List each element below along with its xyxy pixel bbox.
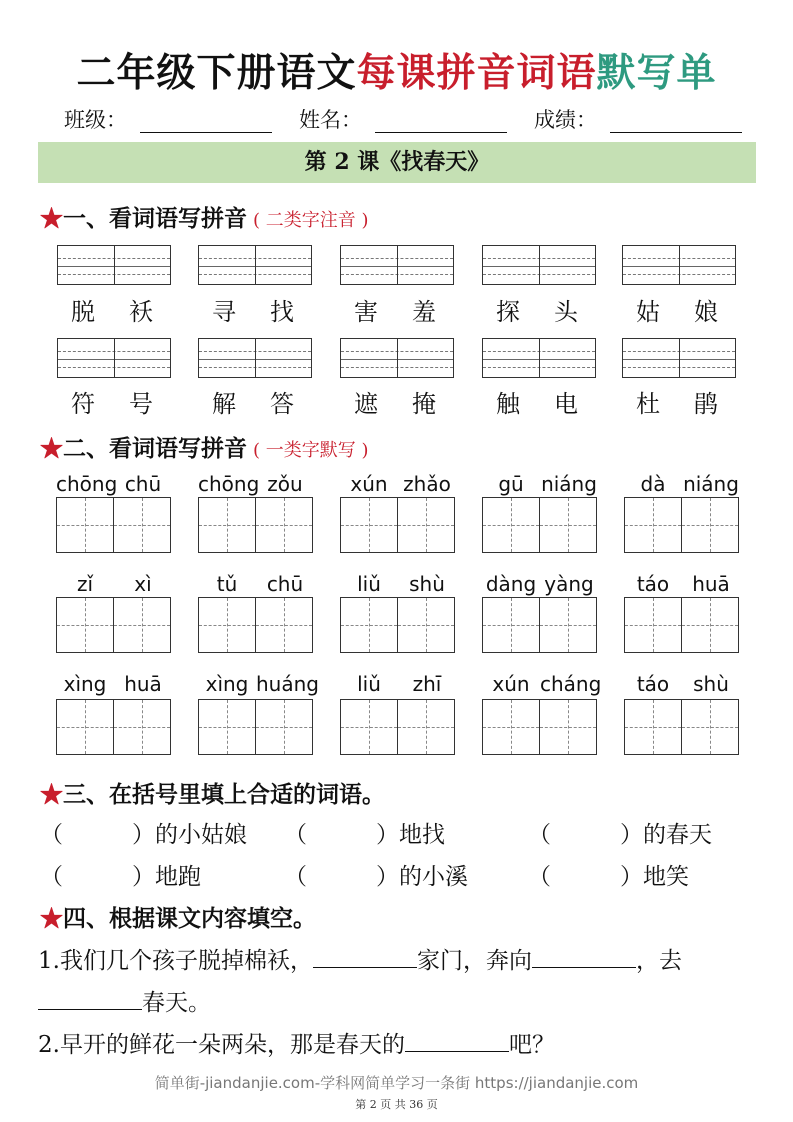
question-1-line-1 (38, 942, 682, 975)
section-1-note: ( 二类字注音 ) (253, 210, 369, 231)
pinyin-label: niáng (541, 472, 597, 496)
page-title (0, 42, 793, 98)
character-writing-cell[interactable] (255, 597, 313, 653)
word-character: 找 (270, 298, 294, 326)
pinyin-label: shù (409, 572, 445, 596)
word-character: 电 (554, 390, 578, 418)
q1-blank-3[interactable] (38, 989, 142, 1010)
fill-item[interactable]: （ ）地跑 (40, 864, 201, 890)
pinyin-label: huā (692, 572, 730, 596)
q1-text-d: 春天。 (142, 990, 211, 1016)
character-writing-cell[interactable] (624, 597, 682, 653)
pinyin-label: shù (693, 672, 729, 696)
star-icon: ★ (40, 435, 63, 462)
star-icon: ★ (40, 781, 63, 808)
pinyin-label: yàng (544, 572, 594, 596)
word-character: 袄 (129, 298, 153, 326)
pinyin-label: chū (124, 472, 162, 496)
fill-item[interactable]: （ ）的小溪 (284, 864, 468, 890)
word-character: 羞 (412, 298, 436, 326)
word-character: 头 (554, 298, 578, 326)
section-4-heading (40, 900, 316, 933)
q1-blank-2[interactable] (532, 947, 636, 968)
pinyin-writing-box[interactable] (57, 338, 171, 378)
pinyin-label: zhǎo (403, 472, 451, 496)
character-writing-cell[interactable] (397, 597, 455, 653)
word-character: 号 (129, 390, 153, 418)
character-writing-cell[interactable] (198, 497, 256, 553)
character-writing-cell[interactable] (482, 497, 540, 553)
character-writing-cell[interactable] (198, 597, 256, 653)
pinyin-label: xún (350, 472, 388, 496)
pinyin-label: zhī (412, 672, 442, 696)
pinyin-label: liǔ (357, 672, 381, 696)
pinyin-label: chōng (198, 472, 260, 496)
pinyin-label: chū (266, 572, 304, 596)
section-1-title: 一、看词语写拼音 (63, 205, 247, 232)
q2-text-a: 2.早开的鲜花一朵两朵，那是春天的 (38, 1032, 405, 1058)
pinyin-label: zǒu (267, 472, 303, 496)
character-writing-cell[interactable] (255, 699, 313, 755)
section-4-title: 四、根据课文内容填空。 (63, 905, 316, 932)
pinyin-writing-box[interactable] (57, 245, 171, 285)
character-writing-cell[interactable] (113, 699, 171, 755)
character-writing-cell[interactable] (56, 699, 114, 755)
pinyin-label: xún (492, 672, 530, 696)
pinyin-label: cháng (540, 672, 602, 696)
character-writing-cell[interactable] (539, 699, 597, 755)
pinyin-writing-box[interactable] (340, 338, 454, 378)
star-icon: ★ (40, 905, 63, 932)
character-writing-cell[interactable] (482, 597, 540, 653)
section-2-heading (40, 430, 369, 463)
word-character: 杜 (636, 390, 660, 418)
character-writing-cell[interactable] (482, 699, 540, 755)
character-writing-cell[interactable] (340, 597, 398, 653)
star-icon: ★ (40, 205, 63, 232)
pinyin-writing-box[interactable] (198, 338, 312, 378)
word-character: 娘 (694, 298, 718, 326)
name-label: 姓名： (299, 108, 362, 132)
section-2-note: ( 一类字默写 ) (253, 440, 369, 461)
lesson-banner: 第 2 课《找春天》 (38, 142, 756, 183)
section-2-title: 二、看词语写拼音 (63, 435, 247, 462)
pinyin-writing-box[interactable] (340, 245, 454, 285)
pinyin-label: dà (640, 472, 666, 496)
pinyin-writing-box[interactable] (622, 245, 736, 285)
character-writing-cell[interactable] (397, 699, 455, 755)
pinyin-writing-box[interactable] (198, 245, 312, 285)
character-writing-cell[interactable] (539, 497, 597, 553)
section-3-heading (40, 776, 385, 809)
q1-text-b: 家门，奔向 (416, 948, 532, 974)
word-character: 姑 (636, 298, 660, 326)
word-character: 掩 (412, 390, 436, 418)
pinyin-label: huáng (256, 672, 319, 696)
character-writing-cell[interactable] (539, 597, 597, 653)
class-label: 班级： (64, 108, 127, 132)
title-part-3: 默写单 (596, 50, 717, 96)
section-3-title: 三、在括号里填上合适的词语。 (63, 781, 385, 808)
word-character: 符 (71, 390, 95, 418)
word-character: 害 (354, 298, 378, 326)
word-character: 寻 (212, 298, 236, 326)
character-writing-cell[interactable] (56, 597, 114, 653)
character-writing-cell[interactable] (340, 497, 398, 553)
class-field (64, 104, 127, 134)
pinyin-label: gū (498, 472, 524, 496)
word-character: 脱 (71, 298, 95, 326)
score-blank[interactable] (610, 132, 742, 133)
character-writing-cell[interactable] (681, 597, 739, 653)
pinyin-label: zǐ (76, 572, 94, 596)
pinyin-label: tǔ (216, 572, 238, 596)
fill-item[interactable]: （ ）地找 (284, 822, 445, 848)
fill-item[interactable]: （ ）地笑 (528, 864, 689, 890)
pinyin-label: liǔ (357, 572, 381, 596)
name-blank[interactable] (375, 132, 507, 133)
page-number: 第 2 页 共 36 页 (355, 1098, 438, 1111)
pinyin-label: táo (636, 572, 670, 596)
pinyin-writing-box[interactable] (482, 245, 596, 285)
pinyin-label: huā (124, 672, 162, 696)
pinyin-label: táo (636, 672, 670, 696)
pinyin-label: chōng (56, 472, 118, 496)
title-part-2: 每课拼音词语 (356, 50, 597, 96)
fill-item[interactable]: （ ）的春天 (528, 822, 712, 848)
q1-blank-1[interactable] (313, 947, 417, 968)
character-writing-cell[interactable] (255, 497, 313, 553)
q1-text-a: 1.我们几个孩子脱掉棉袄， (38, 948, 313, 974)
character-writing-cell[interactable] (56, 497, 114, 553)
word-character: 触 (496, 390, 520, 418)
pinyin-label: xìng (205, 672, 249, 696)
class-blank[interactable] (140, 132, 272, 133)
pinyin-label: dàng (485, 572, 537, 596)
character-writing-cell[interactable] (340, 699, 398, 755)
word-character: 答 (270, 390, 294, 418)
score-field (534, 104, 597, 134)
pinyin-label: xì (134, 572, 152, 596)
question-2 (38, 1026, 555, 1059)
pinyin-writing-box[interactable] (482, 338, 596, 378)
character-writing-cell[interactable] (624, 699, 682, 755)
section-1-heading (40, 200, 369, 233)
fill-item[interactable]: （ ）的小姑娘 (40, 822, 247, 848)
character-writing-cell[interactable] (113, 497, 171, 553)
q2-blank[interactable] (405, 1031, 509, 1052)
footer: 简单街-jiandanjie.com-学科网简单学习一条街 https://jiandanjie.com (154, 1074, 639, 1092)
q1-text-c: ，去 (635, 948, 682, 974)
character-writing-cell[interactable] (198, 699, 256, 755)
word-character: 遮 (354, 390, 378, 418)
pinyin-label: niáng (683, 472, 739, 496)
name-field (299, 104, 362, 134)
q2-text-b: 吧？ (508, 1032, 555, 1058)
pinyin-label: xìng (63, 672, 107, 696)
score-label: 成绩： (534, 108, 597, 132)
character-writing-cell[interactable] (397, 497, 455, 553)
character-writing-cell[interactable] (681, 699, 739, 755)
character-writing-cell[interactable] (681, 497, 739, 553)
pinyin-writing-box[interactable] (622, 338, 736, 378)
word-character: 解 (212, 390, 236, 418)
title-part-1: 二年级下册语文 (76, 50, 357, 96)
word-character: 鹃 (694, 390, 718, 418)
character-writing-cell[interactable] (624, 497, 682, 553)
word-character: 探 (496, 298, 520, 326)
character-writing-cell[interactable] (113, 597, 171, 653)
question-1-line-2 (38, 984, 211, 1017)
